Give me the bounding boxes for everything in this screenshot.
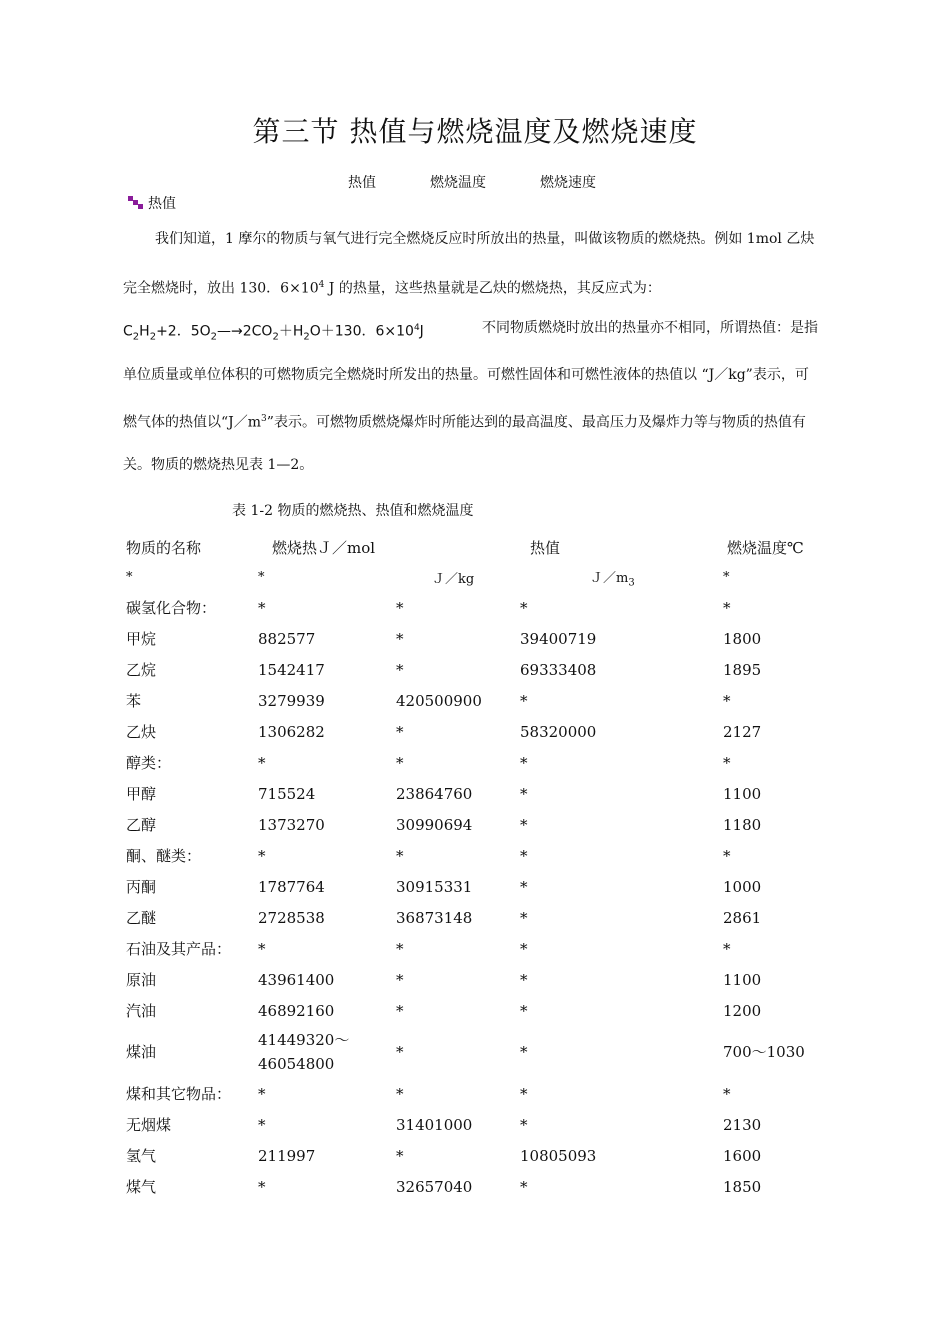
- table-cell: 700～1030: [723, 1043, 805, 1061]
- paragraph-line-3: 不同物质燃烧时放出的热量亦不相同，所谓热值：是指: [482, 320, 818, 336]
- reaction-equation: $C_2H_2+2$．$5O_2—\to 2CO_2+H_2O+130$．$6\times 10^4J$: [123, 323, 424, 343]
- table-cell: *: [396, 753, 404, 772]
- table-cell: 氢气: [126, 1147, 157, 1165]
- table-cell: 1800: [723, 629, 762, 648]
- table-cell: 2728538: [258, 908, 325, 927]
- table-cell: *: [396, 722, 404, 741]
- table-cell: 酮、醚类：: [126, 847, 202, 865]
- table-cell: 3279939: [258, 691, 325, 710]
- table-cell: 1850: [723, 1177, 762, 1196]
- table-cell: 1787764: [258, 877, 325, 896]
- table-cell: *: [396, 1001, 404, 1020]
- table-cell: 36873148: [396, 908, 473, 927]
- table-cell: *: [396, 598, 404, 617]
- table-cell: *: [396, 629, 404, 648]
- table-cell: *: [258, 598, 266, 617]
- table-cell: 882577: [258, 629, 316, 648]
- table-cell: 乙炔: [126, 723, 157, 741]
- subheader-per-kg: Ｊ／kg: [432, 572, 475, 587]
- table-cell: *: [396, 1084, 404, 1103]
- table-cell: 2130: [723, 1115, 762, 1134]
- table-cell: *: [258, 753, 266, 772]
- table-cell: *: [520, 846, 528, 865]
- table-cell: 1000: [723, 877, 762, 896]
- table-subheader-row: * * Ｊ／kg $J/m_3$ *: [120, 563, 853, 592]
- table-cell: 石油及其产品：: [126, 940, 232, 958]
- table-cell: 46892160: [258, 1001, 335, 1020]
- table-cell: *: [396, 660, 404, 679]
- table-row: [120, 747, 853, 778]
- table-cell: 10805093: [520, 1146, 597, 1165]
- subheader-per-m3: $J/m_3$: [590, 570, 635, 589]
- header-substance-name: 物质的名称: [126, 539, 202, 557]
- table-cell: 甲烷: [126, 630, 157, 648]
- table-header-row: [120, 532, 853, 563]
- header-combustion-temperature: 燃烧温度℃: [727, 539, 804, 557]
- table-cell: *: [520, 753, 528, 772]
- table-row: [120, 809, 853, 840]
- paragraph-line-2: 完全燃烧时，放出 130．$6\times 10^4$ J 的热量，这些热量就是乙炔的燃烧热，其反应式为：: [123, 280, 661, 297]
- table-cell: 煤气: [126, 1178, 157, 1196]
- table-cell: *: [396, 1043, 404, 1061]
- table-cell: 1100: [723, 784, 762, 803]
- table-cell: *: [520, 970, 528, 989]
- table-cell: 1306282: [258, 722, 325, 741]
- table-row: [120, 623, 853, 654]
- table-cell: *: [723, 1084, 731, 1103]
- table-cell: 原油: [126, 971, 157, 989]
- table-cell: 煤油: [126, 1043, 157, 1061]
- section-heading-label: 热值: [148, 196, 176, 212]
- nav-link-heat-value[interactable]: 热值: [348, 175, 376, 191]
- table-cell: *: [520, 1043, 528, 1061]
- table-cell: *: [520, 1001, 528, 1020]
- table-cell: 1600: [723, 1146, 762, 1165]
- table-cell: 41449320～ 46054800: [258, 1031, 350, 1073]
- table-cell: *: [258, 939, 266, 958]
- paragraph-line-4: 单位质量或单位体积的可燃物质完全燃烧时所发出的热量。可燃性固体和可燃性液体的热值以 “J／kg”表示，可: [123, 367, 809, 383]
- table-cell: 1180: [723, 815, 762, 834]
- table-cell: 醇类：: [126, 754, 172, 772]
- table-caption: 表 1-2 物质的燃烧热、热值和燃烧温度: [232, 503, 474, 519]
- table-cell: *: [396, 1146, 404, 1165]
- table-row: [120, 995, 853, 1026]
- table-row: [120, 871, 853, 902]
- table-cell: *: [520, 1177, 528, 1196]
- table-cell: *: [520, 691, 528, 710]
- table-cell: 31401000: [396, 1115, 473, 1134]
- table-row: [120, 1171, 853, 1202]
- table-row: [120, 1078, 853, 1109]
- table-cell: *: [520, 815, 528, 834]
- table-cell: 420500900: [396, 691, 482, 710]
- combustion-table: [120, 532, 853, 1202]
- table-cell: 碳氢化合物：: [126, 599, 217, 617]
- table-cell: 2861: [723, 908, 762, 927]
- table-cell: 苯: [126, 692, 142, 710]
- table-cell: 30990694: [396, 815, 473, 834]
- nav-link-combustion-temperature[interactable]: 燃烧温度: [430, 175, 486, 191]
- table-cell: 58320000: [520, 722, 597, 741]
- table-row: [120, 902, 853, 933]
- table-cell: *: [723, 598, 731, 617]
- table-cell: 丙酮: [126, 878, 157, 896]
- table-cell: *: [258, 1084, 266, 1103]
- header-heat-value: 热值: [530, 539, 561, 557]
- table-cell: 1200: [723, 1001, 762, 1020]
- table-cell: 1373270: [258, 815, 325, 834]
- table-cell: *: [723, 753, 731, 772]
- table-cell: 211997: [258, 1146, 316, 1165]
- paragraph-line-1: 我们知道，1 摩尔的物质与氧气进行完全燃烧反应时所放出的热量，叫做该物质的燃烧热。例如 1mol 乙炔: [155, 231, 815, 247]
- table-cell: *: [396, 846, 404, 865]
- table-row: [120, 685, 853, 716]
- pixel-arrow-icon: [128, 196, 144, 210]
- table-cell: 2127: [723, 722, 762, 741]
- paragraph-line-6: 关。物质的燃烧热见表 1—2。: [123, 457, 314, 473]
- table-row: [120, 1109, 853, 1140]
- table-cell: *: [258, 846, 266, 865]
- table-cell: 715524: [258, 784, 316, 803]
- table-cell: *: [258, 1115, 266, 1134]
- table-cell: *: [520, 1084, 528, 1103]
- table-cell: *: [520, 908, 528, 927]
- table-cell: *: [396, 970, 404, 989]
- table-cell: 69333408: [520, 660, 597, 679]
- table-cell: 1100: [723, 970, 762, 989]
- table-cell: 43961400: [258, 970, 335, 989]
- table-cell: 甲醇: [126, 785, 157, 803]
- table-cell: *: [723, 939, 731, 958]
- table-row: [120, 840, 853, 871]
- table-cell: 无烟煤: [126, 1116, 172, 1134]
- table-cell: 乙烷: [126, 661, 157, 679]
- table-row: [120, 964, 853, 995]
- table-row: [120, 716, 853, 747]
- table-cell: 39400719: [520, 629, 597, 648]
- table-cell: 1542417: [258, 660, 325, 679]
- section-heading: [128, 193, 176, 213]
- table-row: [120, 592, 853, 623]
- table-cell: 1895: [723, 660, 762, 679]
- table-cell: 乙醇: [126, 816, 157, 834]
- table-cell: 23864760: [396, 784, 473, 803]
- table-cell: 32657040: [396, 1177, 473, 1196]
- table-cell: *: [396, 939, 404, 958]
- table-cell: *: [520, 939, 528, 958]
- table-cell: *: [520, 784, 528, 803]
- paragraph-line-5: 燃气体的热值以“$J/m^3$”表示。可燃物质燃烧爆炸时所能达到的最高温度、最高压力及爆炸力等与物质的热值有: [123, 414, 806, 431]
- header-combustion-heat: 燃烧热Ｊ／mol: [272, 539, 376, 557]
- table-row: [120, 933, 853, 964]
- table-cell: *: [520, 1115, 528, 1134]
- table-cell: 煤和其它物品：: [126, 1085, 232, 1103]
- table-cell: 30915331: [396, 877, 473, 896]
- table-cell: *: [520, 877, 528, 896]
- table-row: [120, 654, 853, 685]
- table-cell: *: [258, 1177, 266, 1196]
- page-title: 第三节 热值与燃烧温度及燃烧速度: [252, 115, 698, 148]
- table-row: [120, 778, 853, 809]
- table-row: [120, 1140, 853, 1171]
- table-row: [120, 1026, 853, 1078]
- nav-link-combustion-speed[interactable]: 燃烧速度: [540, 175, 596, 191]
- table-cell: *: [723, 691, 731, 710]
- table-cell: 乙醚: [126, 909, 157, 927]
- table-cell: 汽油: [126, 1002, 157, 1020]
- table-cell: *: [723, 846, 731, 865]
- table-cell: *: [520, 598, 528, 617]
